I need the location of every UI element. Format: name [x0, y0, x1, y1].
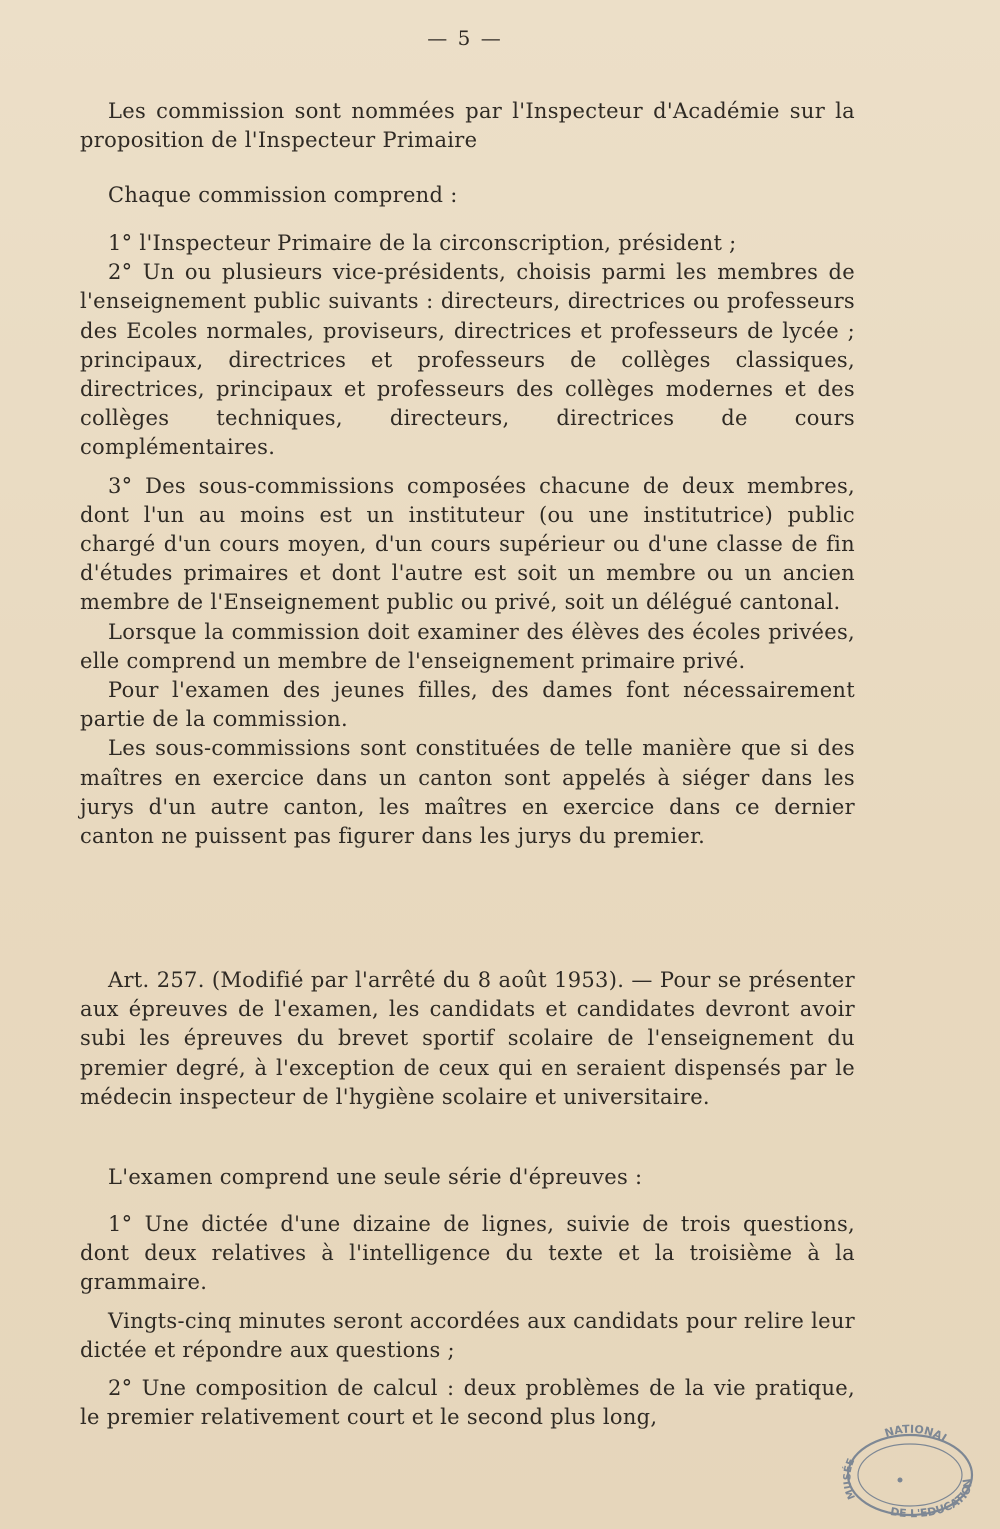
svg-text:MUSÉE [841, 1457, 858, 1501]
paragraph-ecoles-privees: Lorsque la commission doit examiner des élèves des écoles privées, elle comprend un membre de l'enseignement primaire privé. [80, 619, 855, 673]
epreuves-list [80, 1210, 855, 1432]
paragraph-text: L'examen comprend une seule série d'épreuves : [108, 1165, 643, 1189]
page-number: — 5 — [427, 26, 503, 50]
list-item-president: 1° l'Inspecteur Primaire de la circonscription, président ; [108, 231, 737, 255]
list-item-dictee: 1° Une dictée d'une dizaine de lignes, suivie de trois questions, dont deux relatives à l'intelligence du texte et la troisième à la grammaire. [80, 1212, 855, 1295]
paragraph-jeunes-filles: Pour l'examen des jeunes filles, des dames font nécessairement partie de la commission. [80, 678, 855, 732]
paragraph-commission-comprend [80, 181, 855, 210]
paragraph-text: Art. 257. (Modifié par l'arrêté du 8 août 1953). — Pour se présenter aux épreuves de l'examen, les candidats et candidates devront avoir subi les épreuves du brevet sportif scolaire de l'enseignement du premier degré, à l'exception de ceux qui en seraient dispensés par le médecin inspecteur de l'hygiène scolaire et universitaire. [80, 968, 855, 1109]
library-stamp [838, 1420, 978, 1520]
paragraph-commission-nomination [80, 97, 855, 155]
paragraph-text: Les commission sont nommées par l'Inspecteur d'Académie sur la proposition de l'Inspecteur Primaire [80, 99, 855, 153]
paragraph-vingt-cinq-minutes: Vingts-cinq minutes seront accordées aux candidats pour relire leur dictée et répondre aux questions ; [80, 1308, 855, 1362]
paragraph-examen-epreuves [80, 1163, 855, 1192]
list-item-vice-presidents: 2° Un ou plusieurs vice-présidents, choisis parmi les membres de l'enseignement public suivants : directeurs, directrices ou professeurs des Ecoles normales, proviseurs, directrices et professeurs de lycée ; principaux, directrices et professeurs de collèges classiques, directrices, principaux et professeurs des collèges modernes et des collèges techniques, directeurs, directrices de cours complémentaires. [80, 260, 855, 460]
paragraph-article-257 [80, 966, 855, 1112]
stamp-bottom-text: DE L'EDUCATION [889, 1477, 975, 1520]
svg-text:NATIONAL [883, 1423, 951, 1447]
list-item-sous-commissions: 3° Des sous-commissions composées chacune de deux membres, dont l'un au moins est un instituteur (ou une institutrice) public chargé d'un cours moyen, d'un cours supérieur ou d'une classe de fin d'études primaires et dont l'autre est soit un membre ou un ancien membre de l'Enseignement public ou privé, soit un délégué cantonal. [80, 473, 855, 615]
stamp-left-text: MUSÉE [842, 1457, 859, 1501]
paragraph-sous-commissions-constitution: Les sous-commissions sont constituées de telle manière que si des maîtres en exercice dans un canton sont appelés à siéger dans les jurys d'un autre canton, les maîtres en exercice dans ce dernier canton ne puissent pas figurer dans les jurys du premier. [80, 736, 855, 849]
paragraph-text: Chaque commission comprend : [108, 183, 458, 207]
commission-members-list [80, 229, 855, 851]
list-item-calcul: 2° Une composition de calcul : deux problèmes de la vie pratique, le premier relativement court et le second plus long, [80, 1376, 855, 1430]
stamp-top-text: NATIONAL [883, 1422, 952, 1447]
svg-text:DE L'EDUCATION [889, 1478, 974, 1520]
